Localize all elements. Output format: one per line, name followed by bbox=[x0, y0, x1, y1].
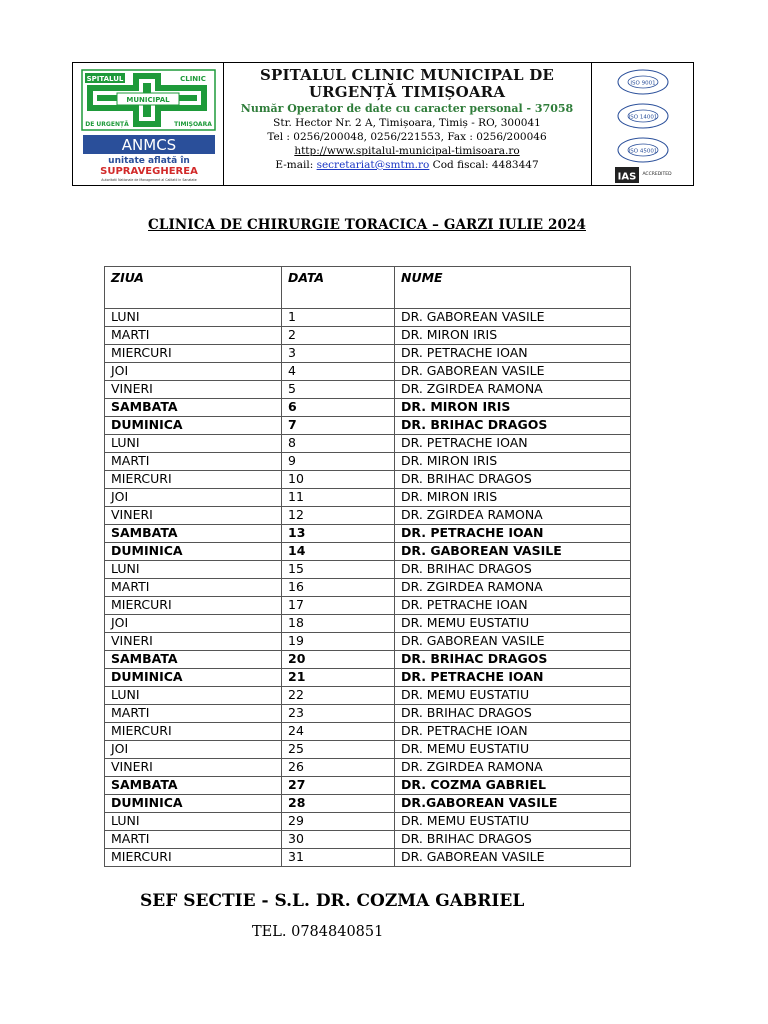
cell-date: 3 bbox=[282, 345, 395, 363]
cell-day: MARTI bbox=[105, 327, 282, 345]
cell-day: DUMINICA bbox=[105, 417, 282, 435]
cell-name: DR. MIRON IRIS bbox=[395, 489, 631, 507]
table-row bbox=[105, 327, 631, 345]
table-row bbox=[105, 489, 631, 507]
iso-9001-seal-icon bbox=[617, 69, 669, 95]
iso-45001-seal-icon bbox=[617, 137, 669, 163]
cell-day: MIERCURI bbox=[105, 723, 282, 741]
cell-name: DR. PETRACHE IOAN bbox=[395, 435, 631, 453]
table-row bbox=[105, 687, 631, 705]
table-row bbox=[105, 759, 631, 777]
table-row bbox=[105, 777, 631, 795]
cell-name: DR. MIRON IRIS bbox=[395, 327, 631, 345]
cell-name: DR. ZGIRDEA RAMONA bbox=[395, 759, 631, 777]
hospital-contact-line bbox=[225, 158, 589, 172]
logo-text-municipal: MUNICIPAL bbox=[126, 96, 170, 104]
email-label: E-mail: bbox=[275, 159, 317, 171]
cell-date: 6 bbox=[282, 399, 395, 417]
cell-date: 25 bbox=[282, 741, 395, 759]
table-row bbox=[105, 633, 631, 651]
hospital-name-line2: URGENȚĂ TIMIȘOARA bbox=[308, 83, 506, 101]
hospital-address: Str. Hector Nr. 2 A, Timișoara, Timiș - RO, 300041 bbox=[273, 117, 541, 129]
header-divider-left bbox=[223, 63, 224, 185]
anmcs-sub3: Autoritatii Nationale de Management al Calitatii in Sanatate bbox=[101, 178, 197, 182]
certifications bbox=[595, 67, 691, 183]
cell-day: MARTI bbox=[105, 453, 282, 471]
cell-day: SAMBATA bbox=[105, 651, 282, 669]
table-row bbox=[105, 525, 631, 543]
operator-number: Număr Operator de date cu caracter personal - 37058 bbox=[240, 102, 574, 115]
table-row bbox=[105, 723, 631, 741]
cell-date: 7 bbox=[282, 417, 395, 435]
cell-day: MARTI bbox=[105, 705, 282, 723]
table-row bbox=[105, 669, 631, 687]
schedule-table bbox=[104, 266, 631, 867]
table-row bbox=[105, 561, 631, 579]
cell-day: DUMINICA bbox=[105, 543, 282, 561]
table-row bbox=[105, 345, 631, 363]
cell-name: DR. BRIHAC DRAGOS bbox=[395, 705, 631, 723]
cell-date: 1 bbox=[282, 309, 395, 327]
cell-date: 9 bbox=[282, 453, 395, 471]
logo-text-clinic: CLINIC bbox=[180, 75, 206, 83]
table-row bbox=[105, 741, 631, 759]
table-row bbox=[105, 813, 631, 831]
table-row bbox=[105, 507, 631, 525]
cell-date: 10 bbox=[282, 471, 395, 489]
cell-date: 31 bbox=[282, 849, 395, 867]
cell-date: 29 bbox=[282, 813, 395, 831]
cell-date: 20 bbox=[282, 651, 395, 669]
cell-name: DR. MEMU EUSTATIU bbox=[395, 813, 631, 831]
cell-day: LUNI bbox=[105, 687, 282, 705]
cell-day: MIERCURI bbox=[105, 597, 282, 615]
cell-name: DR. PETRACHE IOAN bbox=[395, 597, 631, 615]
cell-day: MIERCURI bbox=[105, 345, 282, 363]
cell-date: 12 bbox=[282, 507, 395, 525]
anmcs-logo bbox=[83, 135, 215, 183]
column-header-day: ZIUA bbox=[105, 267, 282, 309]
cell-name: DR. MIRON IRIS bbox=[395, 453, 631, 471]
cell-day: JOI bbox=[105, 741, 282, 759]
table-row bbox=[105, 795, 631, 813]
logo-text-spitalul: SPITALUL bbox=[86, 75, 124, 83]
cell-day: LUNI bbox=[105, 435, 282, 453]
page-title: CLINICA DE CHIRURGIE TORACICA – GARZI IULIE 2024 bbox=[148, 217, 586, 233]
cell-day: MIERCURI bbox=[105, 849, 282, 867]
cell-date: 16 bbox=[282, 579, 395, 597]
fiscal-code: Cod fiscal: 4483447 bbox=[429, 159, 539, 171]
anmcs-sub1: unitate aflată în bbox=[108, 156, 190, 166]
table-row bbox=[105, 615, 631, 633]
contact-phone: TEL. 0784840851 bbox=[252, 924, 384, 940]
cell-day: JOI bbox=[105, 363, 282, 381]
ias-sub: ACCREDITED bbox=[642, 172, 672, 177]
cell-name: DR. GABOREAN VASILE bbox=[395, 363, 631, 381]
table-row bbox=[105, 309, 631, 327]
column-header-date: DATA bbox=[282, 267, 395, 309]
cell-date: 5 bbox=[282, 381, 395, 399]
cell-day: MARTI bbox=[105, 579, 282, 597]
cell-name: DR. PETRACHE IOAN bbox=[395, 345, 631, 363]
cell-date: 11 bbox=[282, 489, 395, 507]
anmcs-sub2: SUPRAVEGHEREA bbox=[100, 166, 198, 177]
table-row bbox=[105, 399, 631, 417]
cell-date: 24 bbox=[282, 723, 395, 741]
cell-date: 28 bbox=[282, 795, 395, 813]
ias-accredited-icon bbox=[615, 167, 675, 183]
table-row bbox=[105, 705, 631, 723]
table-row bbox=[105, 417, 631, 435]
anmcs-title: ANMCS bbox=[121, 136, 177, 154]
email-link[interactable]: secretariat@smtm.ro bbox=[316, 159, 430, 171]
table-row bbox=[105, 363, 631, 381]
table-row bbox=[105, 597, 631, 615]
hospital-info bbox=[225, 67, 589, 172]
cell-date: 17 bbox=[282, 597, 395, 615]
table-row bbox=[105, 579, 631, 597]
cell-date: 26 bbox=[282, 759, 395, 777]
cell-name: DR. MEMU EUSTATIU bbox=[395, 615, 631, 633]
cell-name: DR. COZMA GABRIEL bbox=[395, 777, 631, 795]
iso-14001-seal-icon bbox=[617, 103, 669, 129]
iso-14001-label: ISO 14001 bbox=[628, 114, 658, 121]
cell-date: 18 bbox=[282, 615, 395, 633]
cell-date: 2 bbox=[282, 327, 395, 345]
cell-day: LUNI bbox=[105, 309, 282, 327]
cell-day: JOI bbox=[105, 489, 282, 507]
cell-name: DR. PETRACHE IOAN bbox=[395, 723, 631, 741]
cell-date: 22 bbox=[282, 687, 395, 705]
cell-name: DR. ZGIRDEA RAMONA bbox=[395, 507, 631, 525]
table-row bbox=[105, 453, 631, 471]
cell-name: DR. GABOREAN VASILE bbox=[395, 309, 631, 327]
cell-day: JOI bbox=[105, 615, 282, 633]
cell-day: DUMINICA bbox=[105, 795, 282, 813]
table-row bbox=[105, 435, 631, 453]
cell-name: DR. MEMU EUSTATIU bbox=[395, 741, 631, 759]
cell-day: SAMBATA bbox=[105, 525, 282, 543]
letterhead bbox=[72, 62, 694, 186]
cell-name: DR. BRIHAC DRAGOS bbox=[395, 651, 631, 669]
department-head: SEF SECTIE - S.L. DR. COZMA GABRIEL bbox=[140, 891, 525, 911]
cell-name: DR. ZGIRDEA RAMONA bbox=[395, 381, 631, 399]
cell-date: 23 bbox=[282, 705, 395, 723]
cell-name: DR. PETRACHE IOAN bbox=[395, 525, 631, 543]
cell-day: VINERI bbox=[105, 507, 282, 525]
cell-name: DR. BRIHAC DRAGOS bbox=[395, 471, 631, 489]
cell-name: DR. GABOREAN VASILE bbox=[395, 633, 631, 651]
cell-date: 27 bbox=[282, 777, 395, 795]
table-row bbox=[105, 849, 631, 867]
table-row bbox=[105, 543, 631, 561]
hospital-website-link[interactable]: http://www.spitalul-municipal-timisoara.ro bbox=[294, 145, 520, 157]
cell-date: 19 bbox=[282, 633, 395, 651]
cell-day: LUNI bbox=[105, 561, 282, 579]
logo-text-timisoara: TIMIȘOARA bbox=[174, 121, 212, 128]
cell-date: 8 bbox=[282, 435, 395, 453]
cell-name: DR.GABOREAN VASILE bbox=[395, 795, 631, 813]
cell-day: LUNI bbox=[105, 813, 282, 831]
table-row bbox=[105, 831, 631, 849]
header-divider-right bbox=[591, 63, 592, 185]
cell-day: MARTI bbox=[105, 831, 282, 849]
cell-name: DR. GABOREAN VASILE bbox=[395, 543, 631, 561]
cell-name: DR. MIRON IRIS bbox=[395, 399, 631, 417]
iso-45001-label: ISO 45001 bbox=[628, 148, 658, 155]
cell-day: SAMBATA bbox=[105, 777, 282, 795]
hospital-phones: Tel : 0256/200048, 0256/221553, Fax : 0256/200046 bbox=[267, 131, 547, 143]
cell-date: 21 bbox=[282, 669, 395, 687]
cell-name: DR. BRIHAC DRAGOS bbox=[395, 561, 631, 579]
cell-day: VINERI bbox=[105, 381, 282, 399]
cell-day: DUMINICA bbox=[105, 669, 282, 687]
table-row bbox=[105, 471, 631, 489]
cell-day: SAMBATA bbox=[105, 399, 282, 417]
cell-date: 30 bbox=[282, 831, 395, 849]
hospital-name-line1: SPITALUL CLINIC MUNICIPAL DE bbox=[259, 66, 555, 84]
cell-name: DR. BRIHAC DRAGOS bbox=[395, 417, 631, 435]
ias-label: IAS bbox=[617, 171, 637, 183]
table-row bbox=[105, 651, 631, 669]
cell-name: DR. PETRACHE IOAN bbox=[395, 669, 631, 687]
cell-date: 14 bbox=[282, 543, 395, 561]
table-header-row bbox=[105, 267, 631, 309]
cell-name: DR. ZGIRDEA RAMONA bbox=[395, 579, 631, 597]
iso-9001-label: ISO 9001 bbox=[630, 80, 656, 87]
hospital-logo bbox=[81, 69, 216, 131]
cell-day: MIERCURI bbox=[105, 471, 282, 489]
column-header-name: NUME bbox=[395, 267, 631, 309]
cell-day: VINERI bbox=[105, 759, 282, 777]
cell-date: 13 bbox=[282, 525, 395, 543]
cell-date: 15 bbox=[282, 561, 395, 579]
cell-name: DR. BRIHAC DRAGOS bbox=[395, 831, 631, 849]
table-row bbox=[105, 381, 631, 399]
logo-text-de-urgenta: DE URGENȚĂ bbox=[85, 121, 129, 128]
cell-day: VINERI bbox=[105, 633, 282, 651]
cell-date: 4 bbox=[282, 363, 395, 381]
cell-name: DR. MEMU EUSTATIU bbox=[395, 687, 631, 705]
cell-name: DR. GABOREAN VASILE bbox=[395, 849, 631, 867]
